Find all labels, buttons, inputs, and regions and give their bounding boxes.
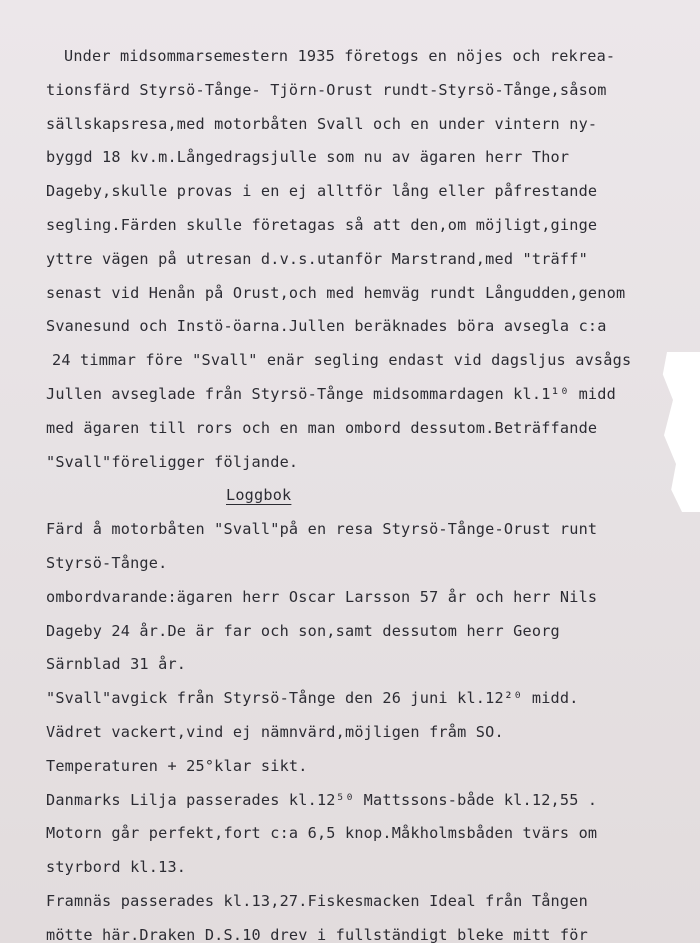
text-line: Under midsommarsemestern 1935 företogs en nöjes och rekrea- — [64, 47, 616, 65]
heading-text: Loggbok — [226, 486, 292, 505]
text-line: tionsfärd Styrsö-Tånge- Tjörn-Orust rundt-Styrsö-Tånge,såsom — [46, 80, 607, 99]
text-line: Vädret vackert,vind ej nämnvärd,möjligen fråm SO. — [46, 722, 504, 741]
text-line: Framnäs passerades kl.13,27.Fiskesmacken Ideal från Tången — [46, 891, 588, 910]
text-line: Motorn går perfekt,fort c:a 6,5 knop.Måkholmsbåden tvärs om — [46, 824, 598, 843]
text-line: Temperaturen + 25°klar sikt. — [46, 756, 308, 775]
text-line: "Svall"föreligger följande. — [46, 452, 299, 471]
text-line: senast vid Henån på Orust,och med hemväg rundt Långudden,genom — [46, 283, 626, 302]
text-line: sällskapsresa,med motorbåten Svall och en under vintern ny- — [46, 114, 598, 133]
text-line: segling.Färden skulle företagas så att den,om möjligt,ginge — [46, 215, 598, 234]
text-line: Jullen avseglade från Styrsö-Tånge midsommardagen kl.1¹⁰ midd — [46, 384, 616, 403]
typewritten-text — [46, 40, 686, 943]
text-line: Dageby 24 år.De är far och son,samt dessutom herr Georg — [46, 621, 560, 640]
text-line: byggd 18 kv.m.Långedragsjulle som nu av ägaren herr Thor — [46, 148, 570, 167]
text-line: 24 timmar före "Svall" enär segling endast vid dagsljus avsågs — [52, 351, 632, 370]
text-line: mötte här.Draken D.S.10 drev i fullständigt bleke mitt för — [46, 925, 588, 943]
text-line: yttre vägen på utresan d.v.s.utanför Marstrand,med "träff" — [46, 249, 588, 268]
text-line: "Svall"avgick från Styrsö-Tånge den 26 juni kl.12²⁰ midd. — [46, 689, 579, 708]
text-line: Styrsö-Tånge. — [46, 553, 168, 572]
text-line: ombordvarande:ägaren herr Oscar Larsson 57 år och herr Nils — [46, 587, 598, 606]
text-line: Särnblad 31 år. — [46, 655, 187, 674]
text-line: styrbord kl.13. — [46, 858, 187, 877]
text-line: Danmarks Lilja passerades kl.12⁵⁰ Mattssons-både kl.12,55 . — [46, 790, 598, 809]
section-heading — [46, 479, 686, 513]
text-line: med ägaren till rors och en man ombord dessutom.Beträffande — [46, 418, 598, 437]
text-line: Dageby,skulle provas i en ej alltför lång eller påfrestande — [46, 182, 598, 201]
text-line: Svanesund och Instö-öarna.Jullen beräknades böra avsegla c:a — [46, 317, 607, 336]
text-line: Färd å motorbåten "Svall"på en resa Styrsö-Tånge-Orust runt — [46, 520, 598, 539]
